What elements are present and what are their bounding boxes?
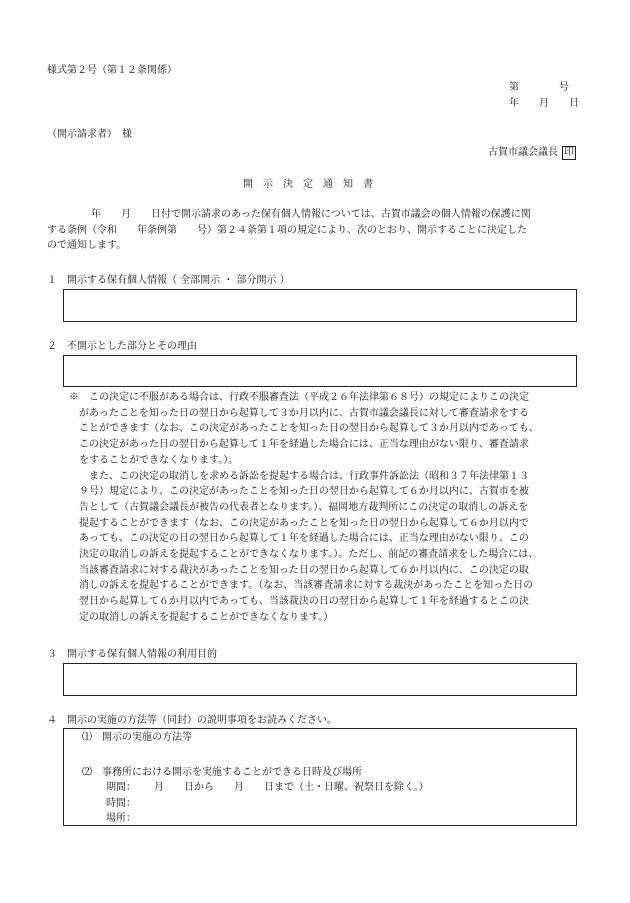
method-item: ⑴ 開示の実施の方法等 xyxy=(82,732,192,743)
schedule-item: ⑵ 事務所における開示を実施することができる日時及び場所 xyxy=(82,767,362,778)
notice-line: また、この決定の取消しを求める訴訟を提起する場合は、行政事件訴訟法（昭和３７年法律第１３ xyxy=(89,470,529,482)
notice-line: あっても、この決定の日の翌日から起算して１年を経過した場合には、正当な理由がない限り、この xyxy=(79,533,529,545)
period-label: 期間： xyxy=(106,782,136,793)
intro-line: 年 月 日付で開示請求のあった保有個人情報については、古賀市議会の個人情報の保護に関 xyxy=(91,209,531,220)
intro-line: する条例（令和 年条例第 号）第２４条第１項の規定により、次のとおり、開示することに決定した xyxy=(47,224,527,236)
section2-label: ２ 不開示とした部分とその理由 xyxy=(47,341,197,352)
notice-line: 告として（古賀議会議長が被告の代表者となります。）、福岡地方裁判所にこの決定の取消しの訴えを xyxy=(79,501,529,513)
period-text: 月 日から 月 日まで（土・日曜、祝祭日を除く。） xyxy=(154,782,429,793)
notice-line: 提起することができます（なお、この決定があったことを知った日の翌日から起算して６か月以内で xyxy=(79,517,529,529)
section3-label: ３ 開示する保有個人情報の利用目的 xyxy=(47,649,217,660)
section4-label: ４ 開示の実施の方法等（同封）の説明事項をお読みください。 xyxy=(47,715,337,726)
place-label: 場所： xyxy=(106,813,136,824)
seal-mark: 印 xyxy=(564,147,574,158)
notice-line: 定の取消しの訴えを提起することができなくなります。） xyxy=(79,611,334,623)
form-number: 様式第２号（第１２条関係） xyxy=(47,65,177,76)
notice-line: 当該審査請求に対する裁決があったことを知った日の翌日から起算して６か月以内に、この決定の取 xyxy=(79,564,529,576)
notice-line: 翌日から起算して６か月以内であっても、当該裁決の日の翌日から起算して１年を経過するとこの決 xyxy=(79,596,529,608)
intro-line: ので通知します。 xyxy=(47,240,127,252)
notice-line: ことができます（なお、この決定があったことを知った日の翌日から起算して３か月以内であっても、 xyxy=(79,423,539,435)
document-date: 年 月 日 xyxy=(509,98,579,109)
section3-box xyxy=(63,663,577,696)
issuer xyxy=(488,146,576,160)
section4-box xyxy=(63,728,577,826)
notice-line: があったことを知った日の翌日から起算して３か月以内に、古賀市議会議長に対して審査請求をする xyxy=(79,407,529,419)
document-number: 第 号 xyxy=(509,82,569,93)
notice-line: ※ この決定に不服がある場合は、行政不服審査法（平成２６年法律第６８号）の規定によりこの決定 xyxy=(69,392,529,403)
notice-line: ９号）規定により、この決定があったことを知った日の翌日から起算して６か月以内に、古賀市を被 xyxy=(79,486,529,498)
appeal-notice xyxy=(69,390,539,626)
notice-line: 決定の取消しの訴えを提起することができなくなります。）。ただし、前記の審査請求をした場合には、 xyxy=(79,549,539,561)
section2-box xyxy=(63,355,577,387)
document-title: 開 示 決 定 通 知 書 xyxy=(243,179,373,190)
notice-line: 消しの訴えを提起することができます。（なお、当該審査請求に対する裁決があったことを知った日の xyxy=(79,580,534,592)
section1-box xyxy=(63,289,577,322)
section1-label: １ 開示する保有個人情報（ 全部開示 ・ 部分開示 ） xyxy=(47,275,290,286)
addressee: （開示請求者） 様 xyxy=(47,129,132,140)
intro-paragraph xyxy=(47,207,531,254)
period-row xyxy=(106,781,429,795)
issuer-name: 古賀市議会議長 xyxy=(488,147,558,158)
notice-line: この決定があった日の翌日から起算して１年を経過した場合には、正当な理由がない限り、審査請求 xyxy=(79,439,529,451)
notice-line: をすることができなくなります。）。 xyxy=(79,454,239,466)
time-label: 時間： xyxy=(106,798,136,809)
